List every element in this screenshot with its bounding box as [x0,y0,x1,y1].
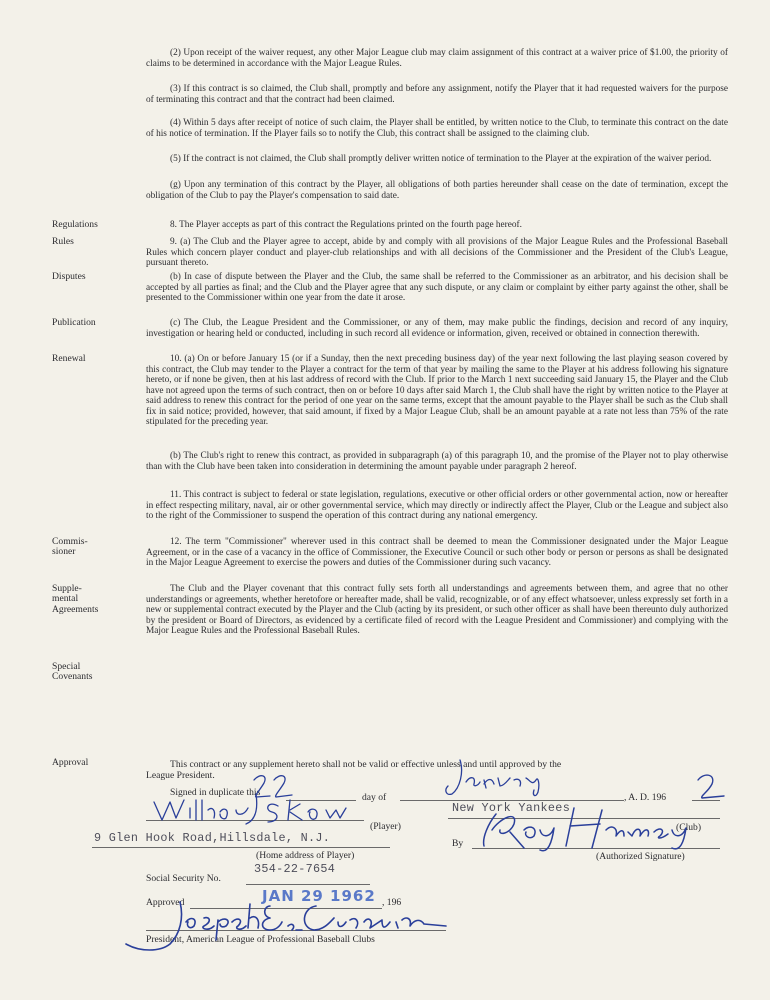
president-label: President, American League of Professional Baseball Clubs [146,934,375,945]
section-disputes: (b) In case of dispute between the Player and the Club, the same shall be referred to the Commissioner as an arbitrator, and his decision shall be accepted by all parties as final; and the Club and the Player agree that any such dispute, or any claim or complaint by either party against the other, shall be presented to the Commissioner within one year from the date it arose. [146,272,728,303]
side-label-renewal: Renewal [52,353,86,364]
player-signature [140,782,360,830]
approved-label: Approved [146,897,185,908]
ssn-label: Social Security No. [146,873,221,884]
ssn-value: 354-22-7654 [254,862,336,876]
waiver-paragraph-5: (5) If the contract is not claimed, the Club shall promptly deliver written notice of termination to the Player at the expiration of the waiver period. [170,154,712,164]
club-name: New York Yankees [452,801,571,815]
received-date-stamp: JAN 29 1962 [262,887,376,905]
waiver-paragraph-2: (2) Upon receipt of the waiver request, any other Major League club may claim assignment of this contract at a waiver price of $1.00, the priority of claims to be determined in accordance with the Major League Rules. [146,48,728,69]
section-commissioner: 12. The term "Commissioner" wherever used in this contract shall be deemed to mean the Commissioner designated under the Major League Agreement, or in the case of a vacancy in the office of Commissioner, the Executive Council or such other body or person or persons as shall be designated in the Major League Agreement to exercise the powers and duties of the Commissioner during such vacancy. [146,537,728,568]
address-rule [92,847,390,848]
ad-label: , A. D. 196 [624,792,667,803]
section-regulations: 8. The Player accepts as part of this contract the Regulations printed on the fourth page hereof. [170,220,522,230]
section-legislation: 11. This contract is subject to federal or state legislation, regulations, executive or other official orders or other governmental action, now or hereafter in effect respecting military, naval, air or other governmental service, which may directly or indirectly affect the Player, Club or the League and subject also to the right of the Commissioner to suspend the operation of this contract during any national emergency. [146,490,728,521]
side-label-disputes: Disputes [52,271,86,282]
side-label-commissioner: Commis- sioner [52,536,88,558]
section-renewal-b: (b) The Club's right to renew this contract, as provided in subparagraph (a) of this paragraph 10, and the promise of the Player not to play otherwise than with the Club have been taken into consideration in determining the amount payable under paragraph 2 hereof. [146,451,728,472]
waiver-paragraph-3: (3) If this contract is so claimed, the Club shall, promptly and before any assignment, notify the Player that it had requested waivers for the purpose of terminating this contract and that the contract had been claimed. [146,84,728,105]
side-label-approval: Approval [52,757,89,768]
side-label-publication: Publication [52,317,96,328]
handwritten-year-2 [690,770,730,802]
approval-line-1: This contract or any supplement hereto shall not be valid or effective unless and until approved by the [170,759,562,770]
waiver-paragraph-4: (4) Within 5 days after receipt of notice of such claim, the Player shall be entitled, by written notice to the Club, to terminate this contract on the date of his notice of termination. If the Player fails so to notify the Club, this contract shall be assigned to the claiming club. [146,118,728,139]
club-label: (Club) [676,822,702,833]
day-of-label: day of [362,792,387,803]
side-label-special-covenants: Special Covenants [52,661,93,683]
club-signature [470,800,710,856]
ssn-rule [246,884,370,885]
president-signature [120,892,450,956]
section-renewal-a: 10. (a) On or before January 15 (or if a Sunday, then the next preceding business day) of the year next following the last playing season covered by this contract, the Club may tender to the Player a contract for the term of that year by mailing the same to the Player at his address following his signature hereto, or if none be given, then at his last address of record with the Club. If prior to the March 1 next succeeding said January 15, the Player and the Club have not agreed upon the terms of such contract, then on or before 10 days after said March 1, the Club shall have the right by written notice to the Player at said address to renew this contract for the period of one year on the same terms, except that the amount payable to the Player shall be such as the Club shall fix in said notice; provided, however, that said amount, if fixed by a Major League Club, shall be an amount payable at a rate not less than 75% of the rate stipulated for the preceding year. [146,354,728,427]
section-publication: (c) The Club, the League President and the Commissioner, or any of them, may make public the findings, decision and record of any inquiry, investigation or hearing held or conducted, including in such record all evidence or information, given, received or obtained in connection therewith. [146,318,728,339]
approved-year-label: , 196 [382,897,402,908]
player-label: (Player) [370,821,401,832]
player-address: 9 Glen Hook Road,Hillsdale, N.J. [94,831,331,845]
section-rules: 9. (a) The Club and the Player agree to accept, abide by and comply with all provisions of the Major League Rules and the Professional Baseball Rules which concern player conduct and player-club relationships and with all decisions of the Commissioner and the President of the Club's League, pursuant thereto. [146,237,728,268]
side-label-supplemental: Supple- mental Agreements [52,583,99,615]
side-label-regulations: Regulations [52,219,98,230]
by-label: By [452,838,464,849]
handwritten-month-january [440,756,580,800]
authorized-signature-label: (Authorized Signature) [596,851,685,862]
approval-line-2: League President. [146,770,215,781]
waiver-paragraph-g: (g) Upon any termination of this contract by the Player, all obligations of both parties hereunder shall cease on the date of termination, except the obligation of the Club to pay the Player's compensation to said date. [146,180,728,201]
home-address-label: (Home address of Player) [256,850,355,861]
section-supplemental: The Club and the Player covenant that this contract fully sets forth all understandings and agreements between them, and agree that no other understandings or agreements, whether heretofore or hereafter made, shall be valid, recognizable, or of any effect whatsoever, unless expressly set forth in a new or supplemental contract executed by the Player and the Club (acting by its president, or such other officer as shall have been thereunto duly authorized by the president or Board of Directors, as evidenced by a certificate filed of record with the League President and Commissioner) and complying with the Major League Rules and the Professional Baseball Rules. [146,584,728,636]
signed-in-label: Signed in duplicate this [170,787,261,798]
side-label-rules: Rules [52,236,74,247]
